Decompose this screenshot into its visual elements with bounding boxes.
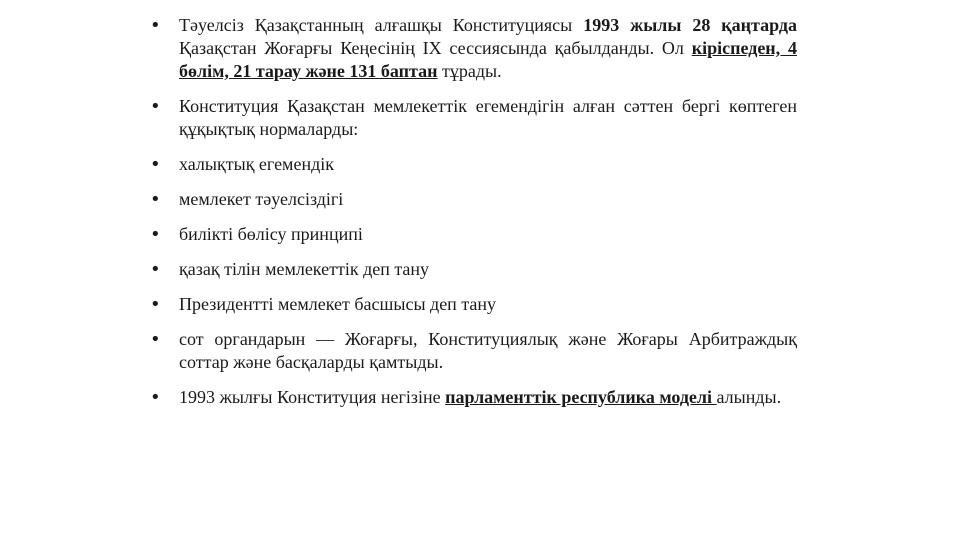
bullet-icon: • xyxy=(150,96,161,117)
item-text: халықтық егемендік xyxy=(179,154,334,174)
item-date-bold: 1993 жылы 28 қаңтарда xyxy=(583,15,797,35)
item-text: мемлекет тәуелсіздігі xyxy=(179,189,344,209)
item-text: Президентті мемлекет басшысы деп тану xyxy=(179,294,497,314)
list-item xyxy=(150,188,797,211)
list-item xyxy=(150,223,797,246)
item-text: Конституция Қазақстан мемлекеттік егемендігін алған сәттен бергі көптеген құқықтық нормаларды: xyxy=(179,96,797,139)
bullet-icon: • xyxy=(150,154,161,175)
bullet-icon: • xyxy=(150,15,161,36)
item-text: сот органдарын — Жоғарғы, Конституциялық және Жоғары Арбитраждық соттар және басқаларды қамтыды. xyxy=(179,329,797,372)
bullet-icon: • xyxy=(150,224,161,245)
item-text: 1993 жылғы Конституция негізіне xyxy=(179,387,446,407)
bullet-list xyxy=(150,14,797,421)
list-item xyxy=(150,328,797,374)
item-text: қазақ тілін мемлекеттік деп тану xyxy=(179,259,430,279)
item-text: алынды. xyxy=(716,387,782,407)
bullet-icon: • xyxy=(150,189,161,210)
list-item xyxy=(150,14,797,83)
item-text: Тәуелсіз Қазақстанның алғашқы Конституциясы xyxy=(179,15,584,35)
list-item xyxy=(150,153,797,176)
list-item xyxy=(150,386,797,409)
item-text: тұрады. xyxy=(437,61,502,81)
item-text: Қазақстан Жоғарғы Кеңесінің IX сессиясында қабылданды. Ол xyxy=(179,38,692,58)
list-item xyxy=(150,95,797,141)
list-item xyxy=(150,293,797,316)
list-item xyxy=(150,258,797,281)
bullet-icon: • xyxy=(150,294,161,315)
bullet-icon: • xyxy=(150,259,161,280)
item-structure-bold: кіріспеден, 4 бөлім, 21 тарау және 131 баптан xyxy=(179,38,797,81)
bullet-icon: • xyxy=(150,329,161,350)
item-text: билікті бөлісу принципі xyxy=(179,224,363,244)
bullet-icon: • xyxy=(150,387,161,408)
item-model-bold: парламенттік республика моделі xyxy=(445,387,717,407)
